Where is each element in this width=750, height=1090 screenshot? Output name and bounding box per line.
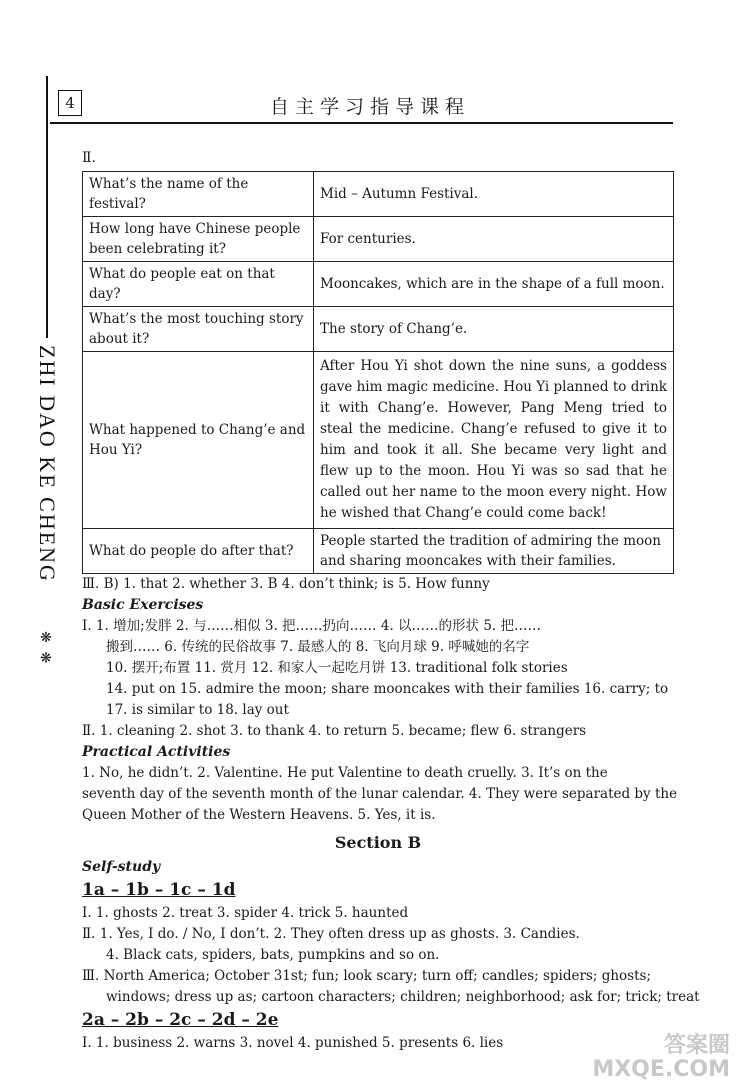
table-row [83,217,674,262]
answer-line: Queen Mother of the Western Heavens. 5. Yes, it is. [82,807,436,823]
answer-line: Ⅲ. North America; October 31st; fun; look scary; turn off; candles; spiders; ghosts; [82,968,651,984]
page-content [82,148,700,1054]
subheading-1a-1d: 1a – 1b – 1c – 1d [82,880,236,900]
answer-line: 4. Black cats, spiders, bats, pumpkins and so on. [106,947,440,963]
answer-cell: Mid – Autumn Festival. [314,172,674,217]
question-cell: What do people do after that? [83,529,314,574]
side-bar [46,128,48,338]
answer-cell: People started the tradition of admiring the moon and sharing mooncakes with their families. [314,529,674,574]
table-row [83,307,674,352]
answer-line: Ⅰ. 1. ghosts 2. treat 3. spider 4. trick 5. haunted [82,905,409,921]
answer-line: Ⅰ. 1. 增加;发胖 2. 与……相似 3. 把……扔向…… 4. 以……的形状 5. 把…… [82,618,541,634]
table-row [83,529,674,574]
watermark-line2: MXQE.COM [592,1057,730,1082]
answer-line: 14. put on 15. admire the moon; share mooncakes with their families 16. carry; to [106,681,669,697]
question-cell: What happened to Chang’e and Hou Yi? [83,352,314,529]
subheading-2a-2e: 2a – 2b – 2c – 2d – 2e [82,1010,279,1030]
question-cell: What do people eat on that day? [83,262,314,307]
section-b-title: Section B [334,833,422,852]
answer-line: Ⅱ. 1. cleaning 2. shot 3. to thank 4. to return 5. became; flew 6. strangers [82,723,587,739]
answer-cell: Mooncakes, which are in the shape of a full moon. [314,262,674,307]
table-row [83,172,674,217]
answer-line: 搬到…… 6. 传统的民俗故事 7. 最感人的 8. 飞向月球 9. 呼喊她的名字 [106,639,530,655]
heading-basic-exercises: Basic Exercises [82,597,204,613]
header-left-rule [46,76,48,128]
page-number: 4 [58,90,82,116]
answer-cell: For centuries. [314,217,674,262]
watermark-logo [592,1034,730,1082]
answer-line: Ⅲ. B) 1. that 2. whether 3. B 4. don’t think; is 5. How funny [82,576,490,592]
heading-self-study: Self-study [82,859,161,875]
answer-cell: After Hou Yi shot down the nine suns, a goddess gave him magic medicine. Hou Yi planned to drink it with Chang’e. However, Pang Meng tried to steal the medicine. Chang’e refused to give it to him and took it all. She became very light and flew up to the moon. Hou Yi was so sad that he called out her name to the moon every night. How he wished that Chang’e could come back! [314,352,674,529]
answer-line: Ⅰ. 1. business 2. warns 3. novel 4. punished 5. presents 6. lies [82,1035,504,1051]
answer-line: windows; dress up as; cartoon characters; children; neighborhood; ask for; trick; treat [106,989,700,1005]
table-row [83,352,674,529]
qa-table [82,171,674,574]
watermark-line1: 答案圈 [663,1033,730,1058]
heading-practical-activities: Practical Activities [82,744,231,760]
answer-line: 17. is similar to 18. lay out [106,702,289,718]
answer-line: 10. 摆开;布置 11. 赏月 12. 和家人一起吃月饼 13. traditional folk stories [106,660,568,676]
answer-cell: The story of Chang’e. [314,307,674,352]
table-row [83,262,674,307]
answer-line: seventh day of the seventh month of the lunar calendar. 4. They were separated by the [82,786,678,802]
side-vertical-text: ZHI DAO KE CHENG [35,345,60,583]
answer-line: Ⅱ. 1. Yes, I do. / No, I don’t. 2. They often dress up as ghosts. 3. Candies. [82,926,580,942]
question-cell: What’s the most touching story about it? [83,307,314,352]
question-cell: What’s the name of the festival? [83,172,314,217]
question-cell: How long have Chinese people been celebrating it? [83,217,314,262]
header-divider [50,122,673,124]
table-section-label: Ⅱ. [82,150,96,166]
answer-line: 1. No, he didn’t. 2. Valentine. He put Valentine to death cruelly. 3. It’s on the [82,765,608,781]
side-ornament: ❋ ❋ [38,630,54,667]
header-title: 自主学习指导课程 [270,96,471,118]
